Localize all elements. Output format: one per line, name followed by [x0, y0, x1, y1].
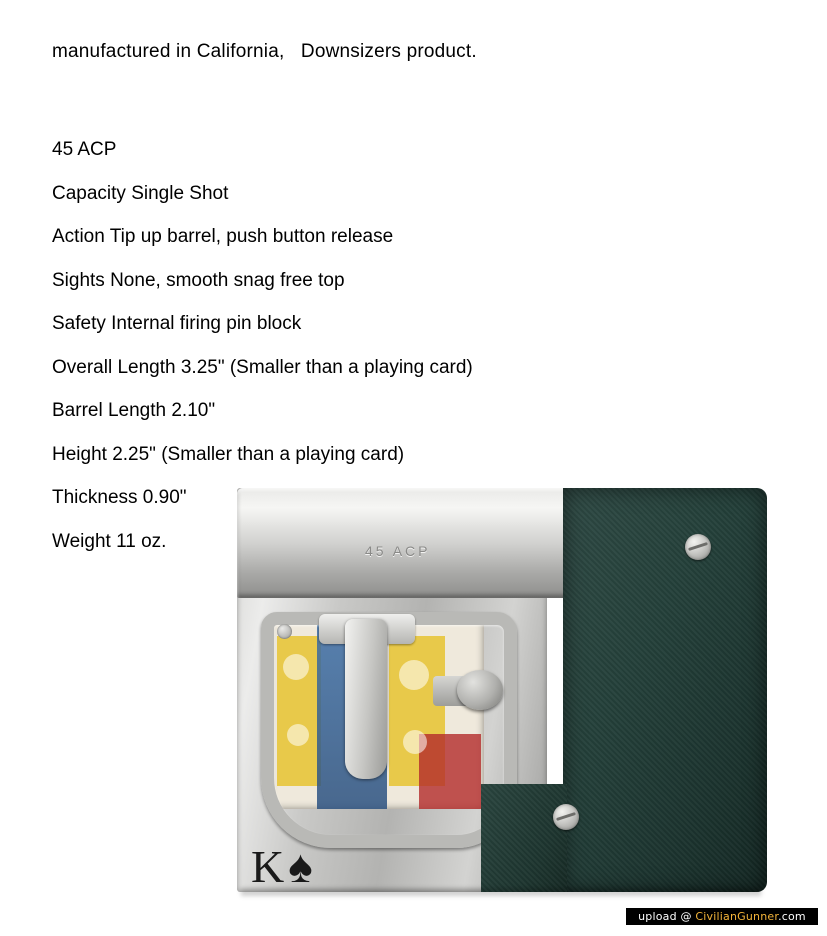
card-index-rank: K: [251, 841, 289, 892]
spec-line-height: Height 2.25" (Smaller than a playing card): [52, 443, 405, 465]
spec-line-barrel-length: Barrel Length 2.10": [52, 400, 216, 421]
slide-engraving-text: 45 ACP: [365, 543, 431, 559]
spec-line-action: Action Tip up barrel, push button release: [52, 226, 394, 247]
grip-screw-bottom-icon: [553, 804, 579, 830]
product-photo: [233, 484, 771, 896]
watermark-badge: [626, 908, 818, 925]
barrel-slide: [237, 488, 577, 598]
grip-screw-top-icon: [685, 534, 711, 560]
card-index-corner: [251, 841, 317, 892]
spec-line-sights: Sights None, smooth snag free top: [52, 269, 345, 291]
watermark-prefix: upload @: [638, 910, 696, 923]
grip-notch: [481, 784, 567, 892]
spec-line-thickness: Thickness 0.90": [52, 487, 187, 508]
photo-drop-shadow: [241, 888, 761, 896]
grip-panel: [563, 488, 767, 892]
intro-paragraph: manufactured in California, Downsizers product.: [52, 41, 477, 62]
spade-suit-icon: ♠: [288, 841, 317, 892]
pivot-screw-icon: [277, 624, 292, 639]
trigger: [345, 619, 387, 779]
watermark-suffix: .com: [778, 910, 806, 923]
spec-line-overall-length: Overall Length 3.25" (Smaller than a playing card): [52, 356, 473, 378]
barrel-release-button: [457, 670, 503, 710]
spec-line-weight: Weight 11 oz.: [52, 530, 167, 552]
spec-line-capacity: Capacity Single Shot: [52, 182, 229, 204]
watermark-brand: CivilianGunner: [695, 910, 779, 923]
spec-line-safety: Safety Internal firing pin block: [52, 313, 302, 334]
trigger-guard: [261, 612, 517, 848]
spec-line-caliber: 45 ACP: [52, 139, 117, 160]
